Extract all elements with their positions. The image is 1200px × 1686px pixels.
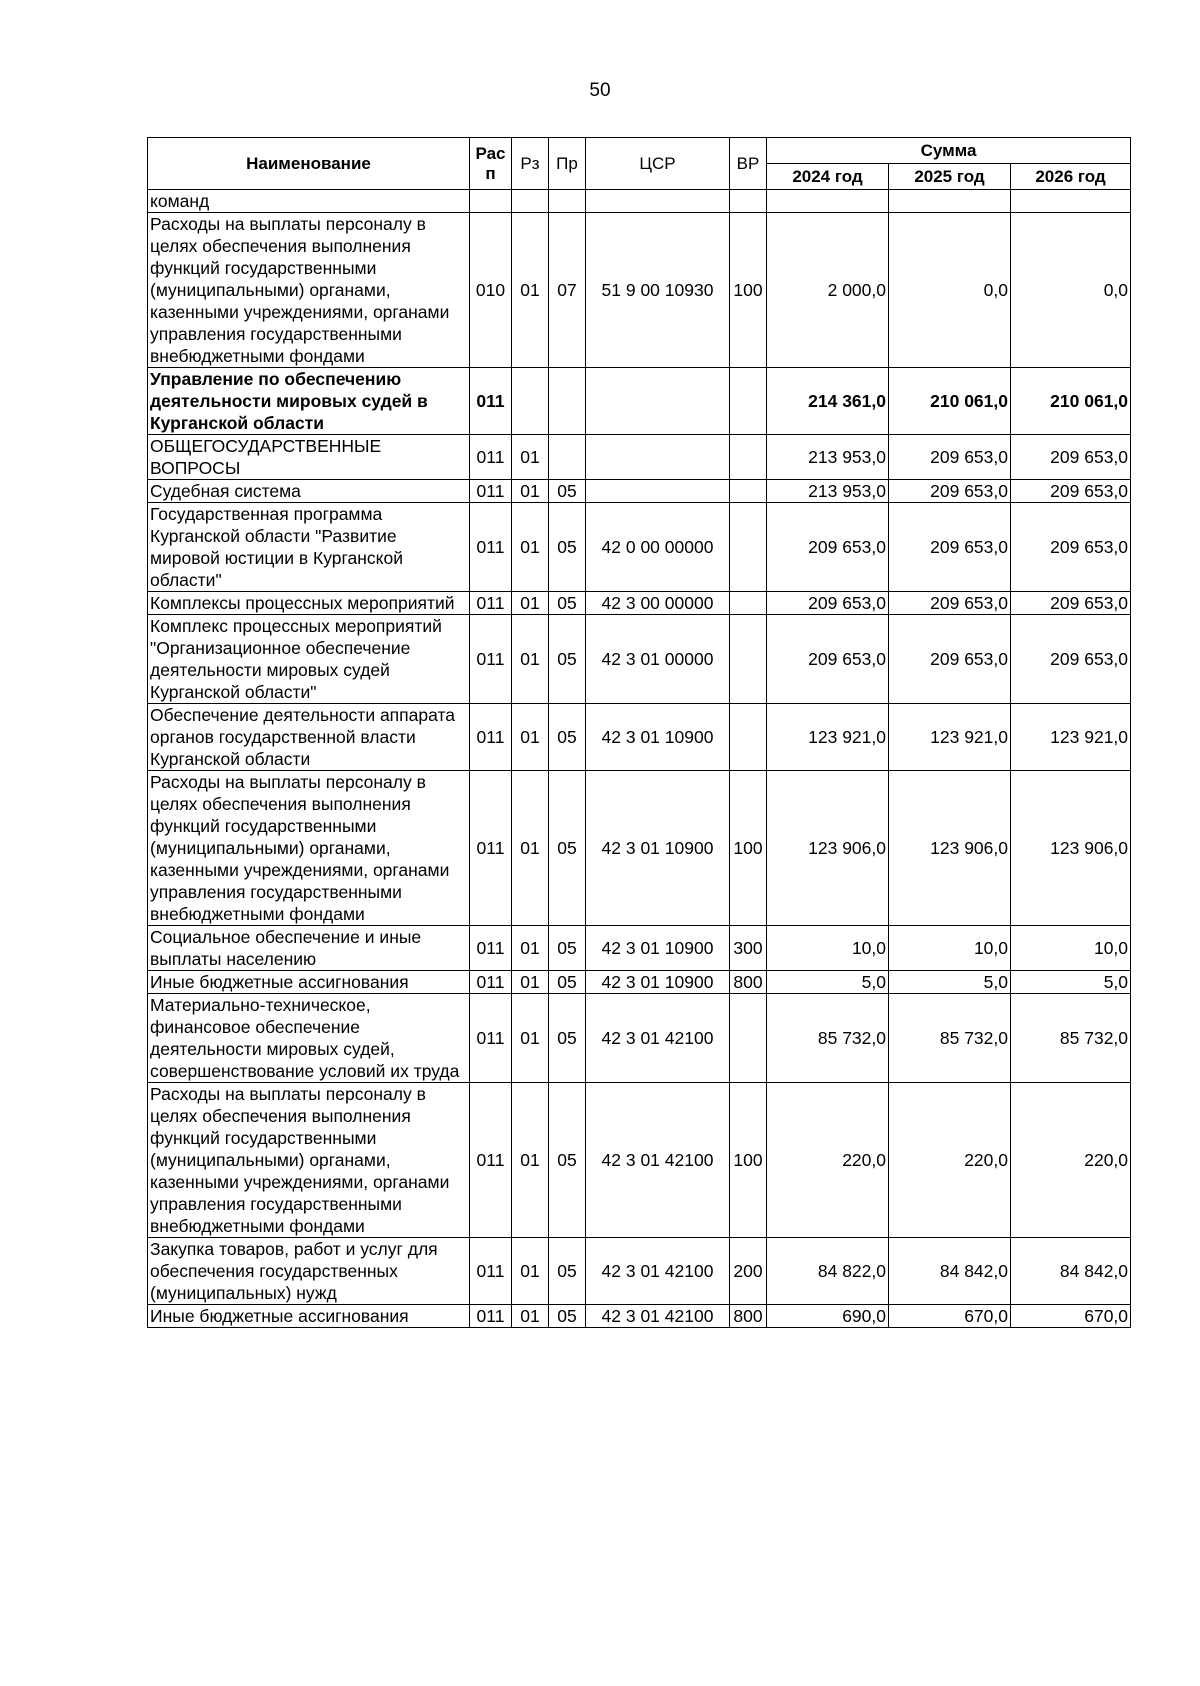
cell-rz: 01 <box>512 213 549 368</box>
cell-rz: 01 <box>512 994 549 1083</box>
cell-csr: 42 3 01 42100 <box>586 1238 730 1305</box>
table-row <box>148 1083 1131 1238</box>
cell-y2025: 670,0 <box>889 1305 1011 1328</box>
cell-name: ОБЩЕГОСУДАРСТВЕННЫЕ ВОПРОСЫ <box>148 435 470 480</box>
cell-pr: 07 <box>549 213 586 368</box>
table-row <box>148 435 1131 480</box>
header-vr: ВР <box>730 138 767 190</box>
cell-y2026 <box>1011 190 1131 213</box>
cell-vr <box>730 480 767 503</box>
cell-vr <box>730 592 767 615</box>
cell-pr <box>549 435 586 480</box>
header-sum: Сумма <box>767 138 1131 164</box>
cell-y2025: 123 906,0 <box>889 771 1011 926</box>
cell-name: Расходы на выплаты персоналу в целях обеспечения выполнения функций государственными (муниципальными) органами, казенными учреждениями, органами управления государственными внебюджетными фондами <box>148 1083 470 1238</box>
header-rz: Рз <box>512 138 549 190</box>
cell-csr: 42 3 01 00000 <box>586 615 730 704</box>
cell-y2024: 84 822,0 <box>767 1238 889 1305</box>
cell-y2024: 123 906,0 <box>767 771 889 926</box>
cell-y2025: 209 653,0 <box>889 503 1011 592</box>
cell-vr: 100 <box>730 213 767 368</box>
table-body <box>148 190 1131 1328</box>
cell-csr: 42 3 01 10900 <box>586 926 730 971</box>
cell-vr <box>730 368 767 435</box>
cell-csr: 42 3 01 10900 <box>586 771 730 926</box>
cell-pr: 05 <box>549 704 586 771</box>
cell-y2026: 670,0 <box>1011 1305 1131 1328</box>
cell-y2025: 84 842,0 <box>889 1238 1011 1305</box>
cell-rasp: 010 <box>470 213 512 368</box>
cell-pr: 05 <box>549 503 586 592</box>
table-header <box>148 138 1131 190</box>
cell-csr: 42 3 01 10900 <box>586 971 730 994</box>
cell-csr <box>586 480 730 503</box>
cell-rz: 01 <box>512 503 549 592</box>
cell-rasp: 011 <box>470 771 512 926</box>
cell-y2025: 209 653,0 <box>889 592 1011 615</box>
cell-rasp: 011 <box>470 1083 512 1238</box>
header-csr: ЦСР <box>586 138 730 190</box>
cell-csr: 42 3 00 00000 <box>586 592 730 615</box>
cell-pr: 05 <box>549 994 586 1083</box>
cell-rz: 01 <box>512 592 549 615</box>
header-year-2024: 2024 год <box>767 164 889 190</box>
cell-y2024: 85 732,0 <box>767 994 889 1083</box>
header-name: Наименование <box>148 138 470 190</box>
cell-rz <box>512 190 549 213</box>
header-year-2026: 2026 год <box>1011 164 1131 190</box>
cell-rz: 01 <box>512 480 549 503</box>
cell-rasp: 011 <box>470 592 512 615</box>
cell-csr <box>586 190 730 213</box>
cell-name: Комплекс процессных мероприятий "Организационное обеспечение деятельности мировых судей Курганской области" <box>148 615 470 704</box>
cell-rasp: 011 <box>470 1305 512 1328</box>
table-row <box>148 771 1131 926</box>
cell-vr: 100 <box>730 771 767 926</box>
cell-pr: 05 <box>549 926 586 971</box>
table-row <box>148 971 1131 994</box>
cell-pr <box>549 190 586 213</box>
table-row <box>148 592 1131 615</box>
cell-y2025: 220,0 <box>889 1083 1011 1238</box>
cell-y2026: 10,0 <box>1011 926 1131 971</box>
cell-name: Материально-техническое, финансовое обеспечение деятельности мировых судей, совершенствование условий их труда <box>148 994 470 1083</box>
table-row <box>148 190 1131 213</box>
cell-pr: 05 <box>549 480 586 503</box>
cell-rasp: 011 <box>470 704 512 771</box>
cell-vr: 100 <box>730 1083 767 1238</box>
cell-y2025: 10,0 <box>889 926 1011 971</box>
header-rasp: Рас п <box>470 138 512 190</box>
cell-y2024: 209 653,0 <box>767 503 889 592</box>
table-row <box>148 926 1131 971</box>
cell-vr <box>730 190 767 213</box>
cell-csr: 42 3 01 10900 <box>586 704 730 771</box>
cell-rz: 01 <box>512 1305 549 1328</box>
cell-y2025: 210 061,0 <box>889 368 1011 435</box>
cell-y2026: 0,0 <box>1011 213 1131 368</box>
cell-y2026: 209 653,0 <box>1011 503 1131 592</box>
cell-y2024: 214 361,0 <box>767 368 889 435</box>
cell-name: Иные бюджетные ассигнования <box>148 971 470 994</box>
cell-y2024: 5,0 <box>767 971 889 994</box>
cell-csr <box>586 435 730 480</box>
cell-vr: 200 <box>730 1238 767 1305</box>
cell-vr <box>730 994 767 1083</box>
cell-rasp: 011 <box>470 435 512 480</box>
cell-y2026: 220,0 <box>1011 1083 1131 1238</box>
table-row <box>148 1238 1131 1305</box>
cell-y2026: 123 921,0 <box>1011 704 1131 771</box>
cell-rz: 01 <box>512 971 549 994</box>
cell-pr: 05 <box>549 1305 586 1328</box>
cell-y2024: 690,0 <box>767 1305 889 1328</box>
cell-y2026: 5,0 <box>1011 971 1131 994</box>
cell-rasp: 011 <box>470 480 512 503</box>
cell-y2025: 85 732,0 <box>889 994 1011 1083</box>
cell-y2025: 123 921,0 <box>889 704 1011 771</box>
cell-y2024: 2 000,0 <box>767 213 889 368</box>
cell-y2024: 209 653,0 <box>767 615 889 704</box>
cell-csr: 42 0 00 00000 <box>586 503 730 592</box>
cell-pr: 05 <box>549 1083 586 1238</box>
cell-y2026: 209 653,0 <box>1011 592 1131 615</box>
cell-pr: 05 <box>549 771 586 926</box>
cell-name: Государственная программа Курганской области "Развитие мировой юстиции в Курганской области" <box>148 503 470 592</box>
cell-name: Управление по обеспечению деятельности мировых судей в Курганской области <box>148 368 470 435</box>
budget-table <box>147 137 1131 1328</box>
cell-rasp: 011 <box>470 1238 512 1305</box>
cell-rasp: 011 <box>470 368 512 435</box>
cell-y2026: 209 653,0 <box>1011 615 1131 704</box>
cell-vr <box>730 435 767 480</box>
cell-pr: 05 <box>549 1238 586 1305</box>
cell-y2025: 209 653,0 <box>889 615 1011 704</box>
cell-pr <box>549 368 586 435</box>
cell-y2024 <box>767 190 889 213</box>
cell-y2024: 213 953,0 <box>767 435 889 480</box>
cell-rz: 01 <box>512 1083 549 1238</box>
cell-rz: 01 <box>512 704 549 771</box>
cell-name: Комплексы процессных мероприятий <box>148 592 470 615</box>
cell-rz <box>512 368 549 435</box>
cell-vr: 800 <box>730 971 767 994</box>
cell-y2026: 209 653,0 <box>1011 480 1131 503</box>
cell-rasp: 011 <box>470 615 512 704</box>
cell-y2026: 85 732,0 <box>1011 994 1131 1083</box>
cell-name: Закупка товаров, работ и услуг для обеспечения государственных (муниципальных) нужд <box>148 1238 470 1305</box>
table-row <box>148 480 1131 503</box>
cell-y2024: 213 953,0 <box>767 480 889 503</box>
table-row <box>148 1305 1131 1328</box>
header-pr: Пр <box>549 138 586 190</box>
cell-y2024: 123 921,0 <box>767 704 889 771</box>
cell-vr: 300 <box>730 926 767 971</box>
cell-y2025 <box>889 190 1011 213</box>
cell-rasp: 011 <box>470 926 512 971</box>
cell-y2024: 209 653,0 <box>767 592 889 615</box>
cell-rz: 01 <box>512 615 549 704</box>
cell-name: Обеспечение деятельности аппарата органов государственной власти Курганской области <box>148 704 470 771</box>
cell-rasp: 011 <box>470 971 512 994</box>
cell-name: Судебная система <box>148 480 470 503</box>
cell-name: Расходы на выплаты персоналу в целях обеспечения выполнения функций государственными (муниципальными) органами, казенными учреждениями, органами управления государственными внебюджетными фондами <box>148 213 470 368</box>
cell-csr: 42 3 01 42100 <box>586 994 730 1083</box>
cell-y2025: 209 653,0 <box>889 435 1011 480</box>
cell-pr: 05 <box>549 971 586 994</box>
cell-rz: 01 <box>512 771 549 926</box>
cell-rasp: 011 <box>470 503 512 592</box>
cell-y2026: 123 906,0 <box>1011 771 1131 926</box>
cell-csr: 42 3 01 42100 <box>586 1083 730 1238</box>
cell-y2024: 10,0 <box>767 926 889 971</box>
cell-y2025: 209 653,0 <box>889 480 1011 503</box>
cell-y2025: 0,0 <box>889 213 1011 368</box>
cell-rasp <box>470 190 512 213</box>
cell-vr <box>730 615 767 704</box>
cell-rz: 01 <box>512 1238 549 1305</box>
page-number: 50 <box>589 80 611 101</box>
cell-vr: 800 <box>730 1305 767 1328</box>
cell-csr: 51 9 00 10930 <box>586 213 730 368</box>
cell-name: Расходы на выплаты персоналу в целях обеспечения выполнения функций государственными (муниципальными) органами, казенными учреждениями, органами управления государственными внебюджетными фондами <box>148 771 470 926</box>
cell-name: Социальное обеспечение и иные выплаты населению <box>148 926 470 971</box>
cell-csr: 42 3 01 42100 <box>586 1305 730 1328</box>
table-row <box>148 615 1131 704</box>
cell-pr: 05 <box>549 615 586 704</box>
table-row <box>148 213 1131 368</box>
cell-y2026: 84 842,0 <box>1011 1238 1131 1305</box>
cell-name: команд <box>148 190 470 213</box>
cell-y2024: 220,0 <box>767 1083 889 1238</box>
table-row <box>148 368 1131 435</box>
table-row <box>148 704 1131 771</box>
cell-vr <box>730 704 767 771</box>
cell-pr: 05 <box>549 592 586 615</box>
cell-csr <box>586 368 730 435</box>
cell-y2025: 5,0 <box>889 971 1011 994</box>
cell-rz: 01 <box>512 926 549 971</box>
cell-rasp: 011 <box>470 994 512 1083</box>
table-row <box>148 994 1131 1083</box>
cell-y2026: 210 061,0 <box>1011 368 1131 435</box>
cell-name: Иные бюджетные ассигнования <box>148 1305 470 1328</box>
table-row <box>148 503 1131 592</box>
cell-y2026: 209 653,0 <box>1011 435 1131 480</box>
header-year-2025: 2025 год <box>889 164 1011 190</box>
cell-rz: 01 <box>512 435 549 480</box>
cell-vr <box>730 503 767 592</box>
